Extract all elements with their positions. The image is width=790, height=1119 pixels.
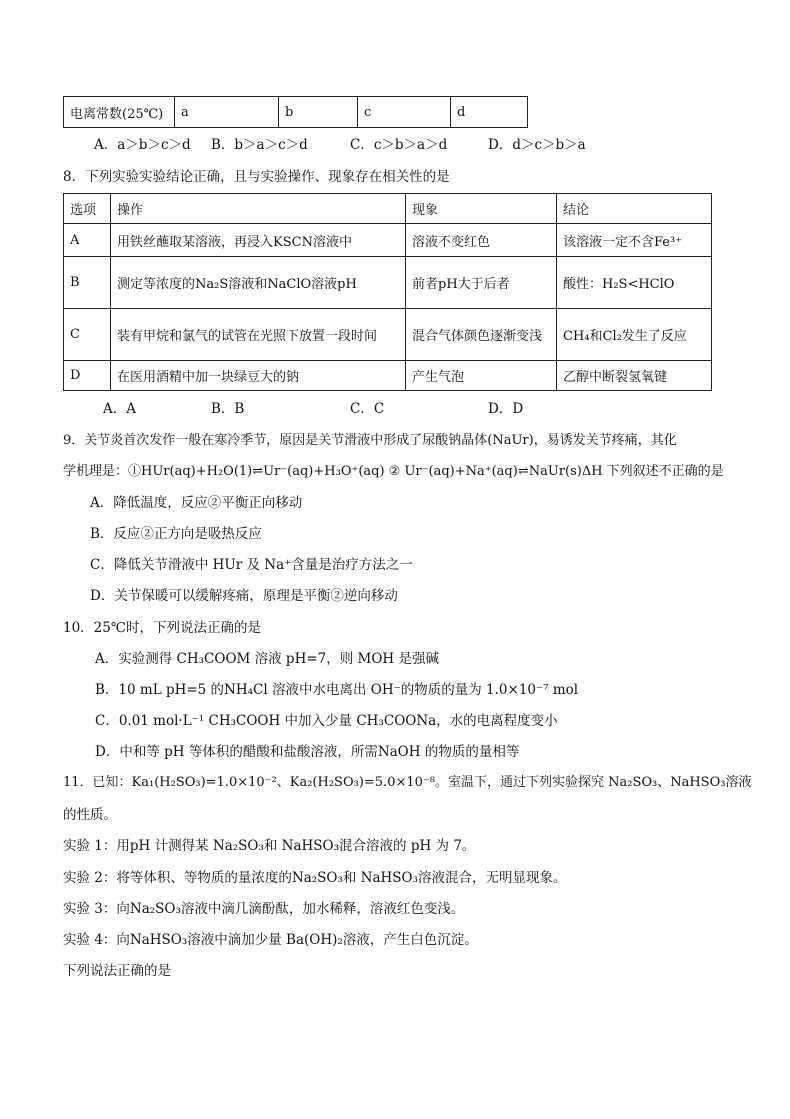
ionization-header-cell: 电离常数(25℃) [64, 97, 175, 128]
q10-option-a: A．实验测得 CH₃COOM 溶液 pH=7，则 MOH 是强碱 [95, 651, 439, 667]
q8-option-c: C．C [350, 401, 385, 417]
table-row [64, 361, 712, 391]
q8-row-b-operation: 测定等浓度的Na₂S溶液和NaClO溶液pH [111, 257, 406, 309]
q9-option-c: C．降低关节滑液中 HUr 及 Na⁺含量是治疗方法之一 [90, 557, 413, 573]
q8-col-conclusion: 结论 [557, 194, 712, 224]
q8-option-b: B．B [211, 401, 245, 417]
q8-row-d-operation: 在医用酒精中加一块绿豆大的钠 [111, 361, 406, 391]
q8-row-b-option: B [64, 257, 111, 309]
q8-row-a-option: A [64, 224, 111, 257]
q8-row-b-phenomenon: 前者pH大于后者 [406, 257, 557, 309]
q11-final: 下列说法正确的是 [63, 963, 171, 979]
q10-option-d: D．中和等 pH 等体积的醋酸和盐酸溶液，所需NaOH 的物质的量相等 [95, 744, 520, 760]
q9-option-a: A．降低温度，反应②平衡正向移动 [90, 495, 303, 511]
q7-option-b: B．b＞a＞c＞d [211, 137, 308, 153]
q8-col-option: 选项 [64, 194, 111, 224]
q8-row-d-option: D [64, 361, 111, 391]
table-row [64, 224, 712, 257]
ionization-cell-d: d [451, 97, 528, 128]
q8-row-a-phenomenon: 溶液不变红色 [406, 224, 557, 257]
ionization-cell-b: b [279, 97, 358, 128]
q7-option-a: A．a＞b＞c＞d [94, 137, 191, 153]
q8-col-phenomenon: 现象 [406, 194, 557, 224]
q11-experiment-2: 实验 2：将等体积、等物质的量浓度的Na₂SO₃和 NaHSO₃溶液混合，无明显现象。 [63, 870, 567, 886]
q9-option-d: D．关节保暖可以缓解疼痛，原理是平衡②逆向移动 [90, 588, 398, 604]
q8-option-d: D．D [488, 401, 524, 417]
q8-row-b-conclusion: 酸性：H₂S<HClO [557, 257, 712, 309]
q8-row-a-conclusion: 该溶液一定不含Fe³⁺ [557, 224, 712, 257]
q8-table [63, 193, 712, 391]
q8-row-a-operation: 用铁丝蘸取某溶液，再浸入KSCN溶液中 [111, 224, 406, 257]
q8-stem: 8．下列实验实验结论正确，且与实验操作、现象存在相关性的是 [63, 169, 450, 185]
q8-col-operation: 操作 [111, 194, 406, 224]
q11-experiment-1: 实验 1：用pH 计测得某 Na₂SO₃和 NaHSO₃混合溶液的 pH 为 7。 [63, 838, 476, 854]
q11-experiment-4: 实验 4：向NaHSO₃溶液中滴加少量 Ba(OH)₂溶液，产生白色沉淀。 [63, 932, 478, 948]
q9-stem-line2: 学机理是：①HUr(aq)+H₂O(1)⇌Ur⁻(aq)+H₃O⁺(aq) ② Ur⁻(aq)+Na⁺(aq)⇌NaUr(s)ΔH 下列叙述不正确的是 [63, 464, 724, 479]
q7-option-d: D．d＞c＞b＞a [488, 137, 586, 153]
q11-stem-line1: 11．已知：Ka₁(H₂SO₃)=1.0×10⁻²、Ka₂(H₂SO₃)=5.0×10⁻⁸。室温下，通过下列实验探究 Na₂SO₃、NaHSO₃溶液 [63, 775, 752, 790]
q8-row-c-phenomenon: 混合气体颜色逐渐变浅 [406, 309, 557, 361]
q8-option-a: A．A [103, 401, 136, 417]
q8-row-d-conclusion: 乙醇中断裂氢氧键 [557, 361, 712, 391]
q9-stem-line1: 9．关节炎首次发作一般在寒冷季节，原因是关节滑液中形成了尿酸钠晶体(NaUr)，易诱发关节疼痛，其化 [63, 433, 677, 448]
table-row [64, 257, 712, 309]
q7-option-c: C．c＞b＞a＞d [350, 137, 448, 153]
q11-experiment-3: 实验 3：向Na₂SO₃溶液中滴几滴酚酞，加水稀释，溶液红色变浅。 [63, 901, 465, 917]
q11-stem-line2: 的性质。 [63, 807, 117, 823]
q9-option-b: B．反应②正方向是吸热反应 [90, 526, 262, 542]
q8-row-d-phenomenon: 产生气泡 [406, 361, 557, 391]
ionization-table [63, 96, 528, 128]
ionization-cell-a: a [175, 97, 279, 128]
q8-row-c-conclusion: CH₄和Cl₂发生了反应 [557, 309, 712, 361]
q10-option-b: B．10 mL pH=5 的NH₄Cl 溶液中水电离出 OH⁻的物质的量为 1.0×10⁻⁷ mol [95, 682, 579, 698]
table-row [64, 309, 712, 361]
q10-stem: 10．25℃时，下列说法正确的是 [63, 620, 261, 636]
q8-row-c-operation: 装有甲烷和氯气的试管在光照下放置一段时间 [111, 309, 406, 361]
q10-option-c: C．0.01 mol·L⁻¹ CH₃COOH 中加入少量 CH₃COONa，水的电离程度变小 [95, 713, 558, 729]
q8-row-c-option: C [64, 309, 111, 361]
ionization-cell-c: c [358, 97, 451, 128]
